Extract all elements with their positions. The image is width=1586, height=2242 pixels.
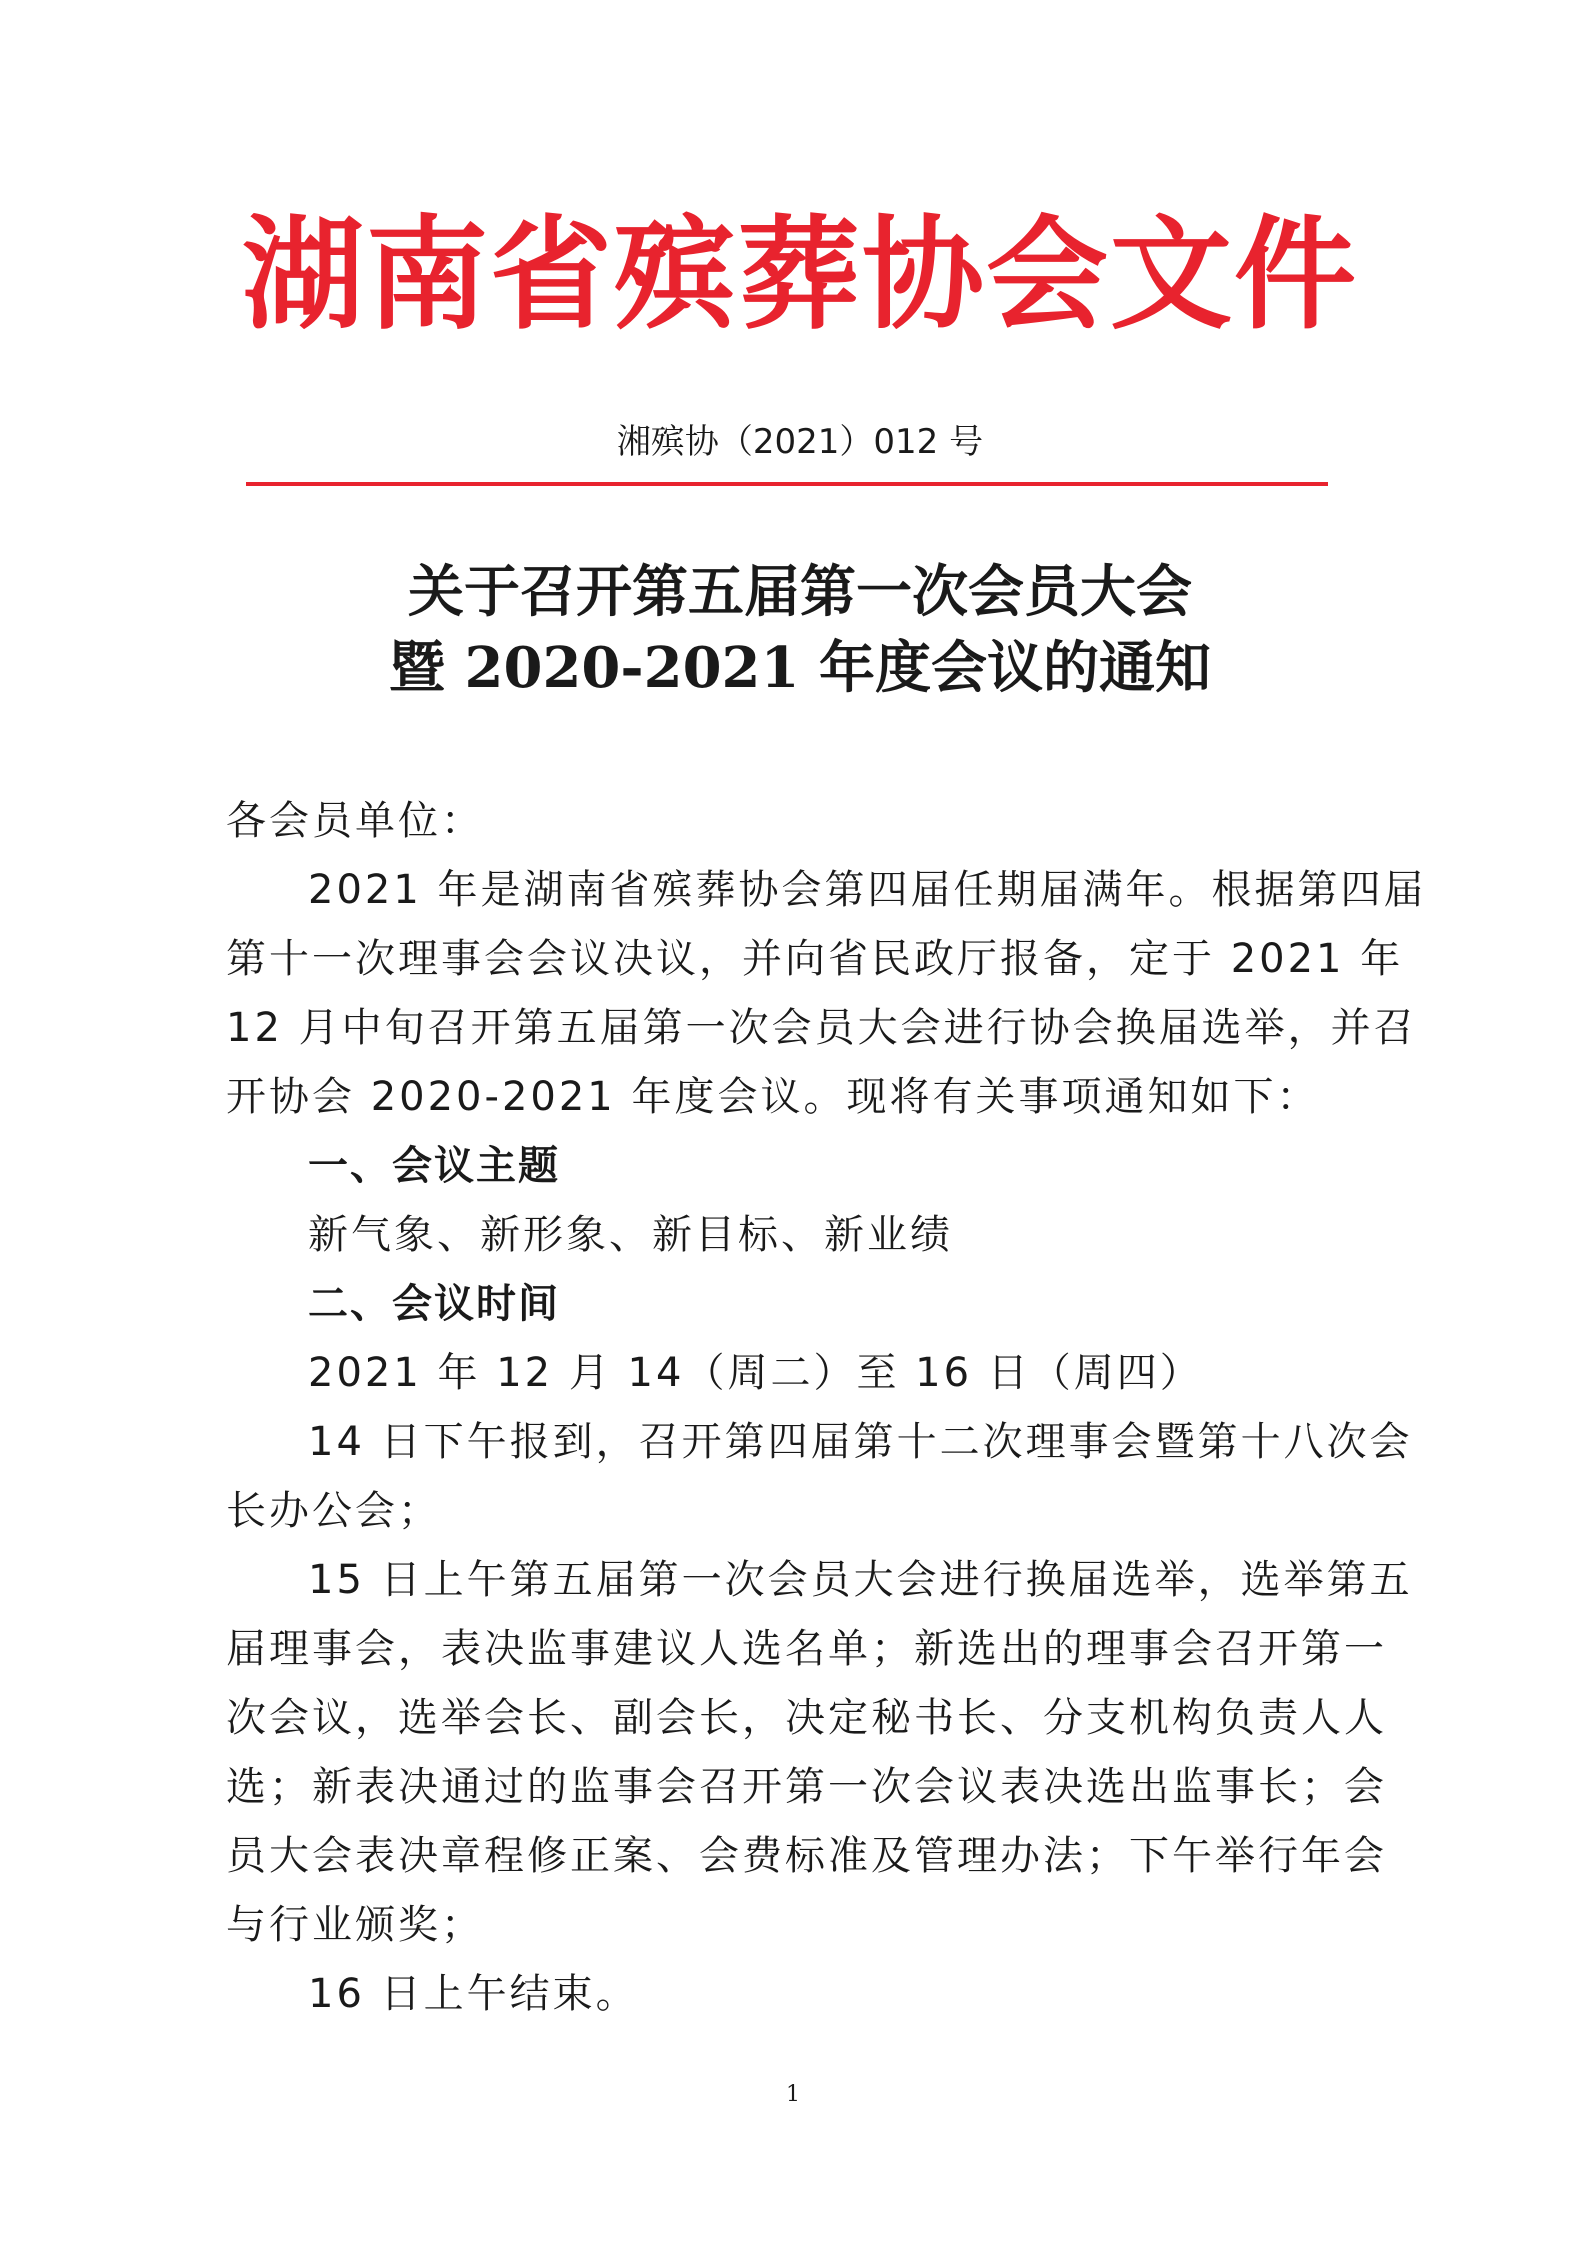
intro-line: 开协会 2020-2021 年度会议。现将有关事项通知如下： bbox=[226, 1074, 1320, 1120]
page-number: 1 bbox=[786, 2082, 800, 2107]
schedule-line: 长办公会； bbox=[226, 1488, 441, 1534]
salutation: 各会员单位： bbox=[226, 798, 484, 844]
section-text-theme: 新气象、新形象、新目标、新业绩 bbox=[308, 1212, 953, 1258]
schedule-line: 届理事会，表决监事建议人选名单；新选出的理事会召开第一 bbox=[226, 1626, 1387, 1672]
schedule-line: 员大会表决章程修正案、会费标准及管理办法；下午举行年会 bbox=[226, 1833, 1387, 1879]
notice-title-line-1: 关于召开第五届第一次会员大会 bbox=[408, 559, 1192, 625]
intro-line: 第十一次理事会会议决议，并向省民政厅报备，定于 2021 年 bbox=[226, 936, 1404, 982]
document-number: 湘殡协（2021）012 号 bbox=[616, 422, 984, 462]
meeting-date: 2021 年 12 月 14（周二）至 16 日（周四） bbox=[308, 1350, 1203, 1396]
schedule-line: 14 日下午报到，召开第四届第十二次理事会暨第十八次会 bbox=[308, 1419, 1413, 1465]
schedule-line: 次会议，选举会长、副会长，决定秘书长、分支机构负责人人 bbox=[226, 1695, 1387, 1741]
schedule-line: 与行业颁奖； bbox=[226, 1902, 484, 1948]
schedule-line: 选；新表决通过的监事会召开第一次会议表决选出监事长；会 bbox=[226, 1764, 1387, 1810]
header-divider bbox=[246, 482, 1328, 486]
notice-title-line-2: 暨 2020-2021 年度会议的通知 bbox=[389, 635, 1211, 701]
intro-line: 12 月中旬召开第五届第一次会员大会进行协会换届选举，并召 bbox=[226, 1005, 1417, 1051]
intro-line: 2021 年是湖南省殡葬协会第四届任期届满年。根据第四届 bbox=[308, 867, 1427, 913]
schedule-line: 16 日上午结束。 bbox=[308, 1971, 639, 2017]
schedule-line: 15 日上午第五届第一次会员大会进行换届选举，选举第五 bbox=[308, 1557, 1413, 1603]
section-heading-theme: 一、会议主题 bbox=[308, 1143, 560, 1189]
document-header-title: 湖南省殡葬协会文件 bbox=[242, 204, 1358, 346]
section-heading-time: 二、会议时间 bbox=[308, 1281, 560, 1327]
